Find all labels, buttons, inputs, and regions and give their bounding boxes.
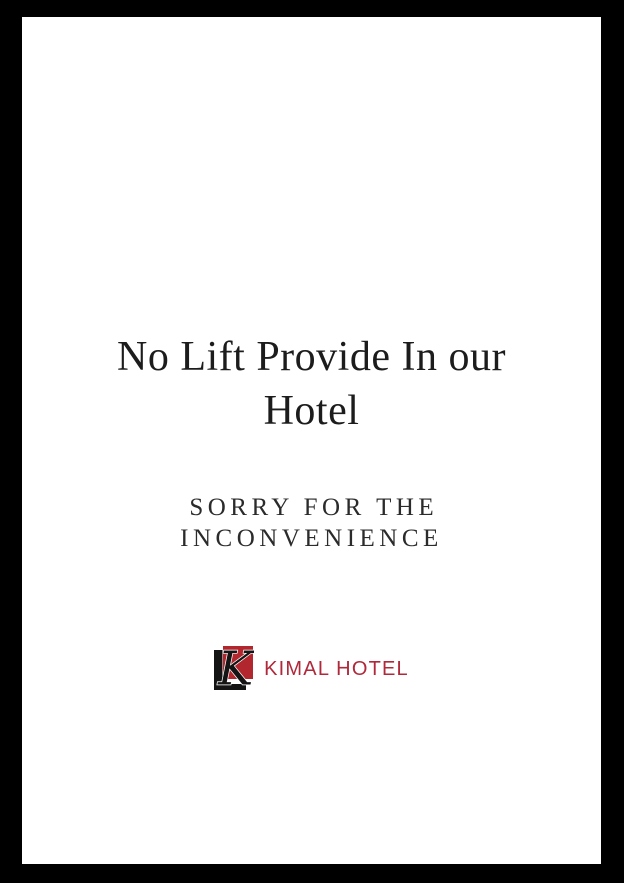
notice-subtitle-line2: INCONVENIENCE (180, 525, 443, 552)
notice-subtitle-line1: SORRY FOR THE (189, 494, 439, 521)
notice-heading-line1: No Lift Provide In our (117, 334, 506, 380)
hotel-brand-name: KIMAL HOTEL (264, 658, 409, 680)
logo-monogram-letter: K (218, 646, 254, 690)
hotel-logo (22, 646, 601, 690)
poster-panel (22, 17, 601, 864)
notice-subtitle (22, 492, 601, 554)
notice-heading-line2: Hotel (263, 388, 360, 434)
kimal-monogram-icon (214, 646, 254, 690)
notice-heading (22, 330, 601, 438)
